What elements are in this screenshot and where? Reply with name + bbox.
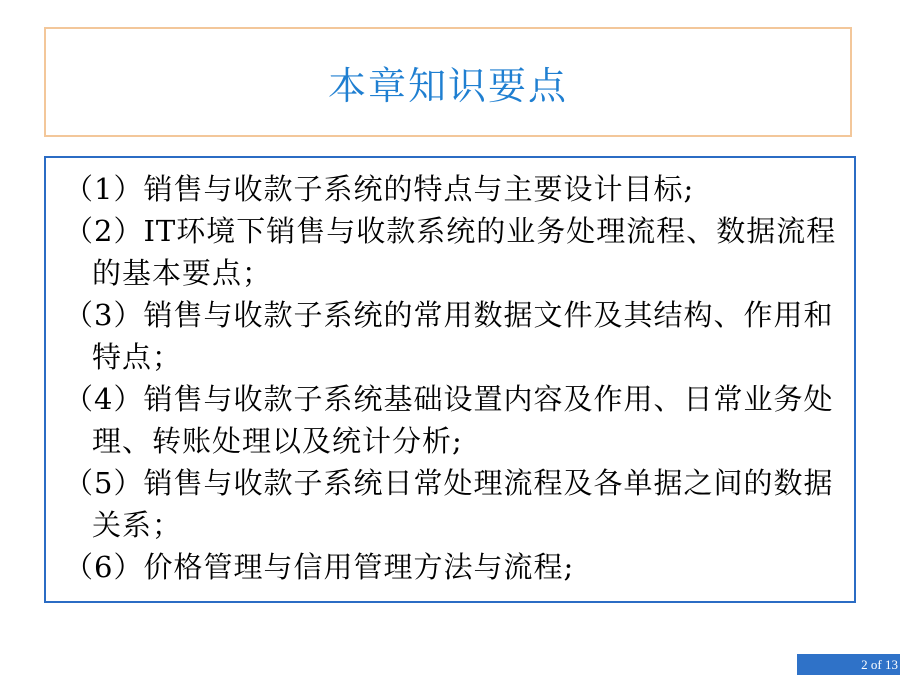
list-item: （6）价格管理与信用管理方法与流程; (64, 550, 575, 584)
list-item: （1）销售与收款子系统的特点与主要设计目标; (64, 172, 695, 206)
content-box (44, 156, 856, 603)
title-box (44, 27, 852, 137)
list-item: （4）销售与收款子系统基础设置内容及作用、日常业务处理、转账处理以及统计分析; (64, 382, 834, 458)
page-indicator: 2 of 13 (797, 654, 900, 675)
list-item: （3）销售与收款子系统的常用数据文件及其结构、作用和特点； (64, 298, 834, 374)
list-item: （5）销售与收款子系统日常处理流程及各单据之间的数据关系； (64, 466, 834, 542)
list-item: （2）IT环境下销售与收款系统的业务处理流程、数据流程的基本要点； (64, 214, 837, 290)
slide-title: 本章知识要点 (327, 63, 568, 108)
